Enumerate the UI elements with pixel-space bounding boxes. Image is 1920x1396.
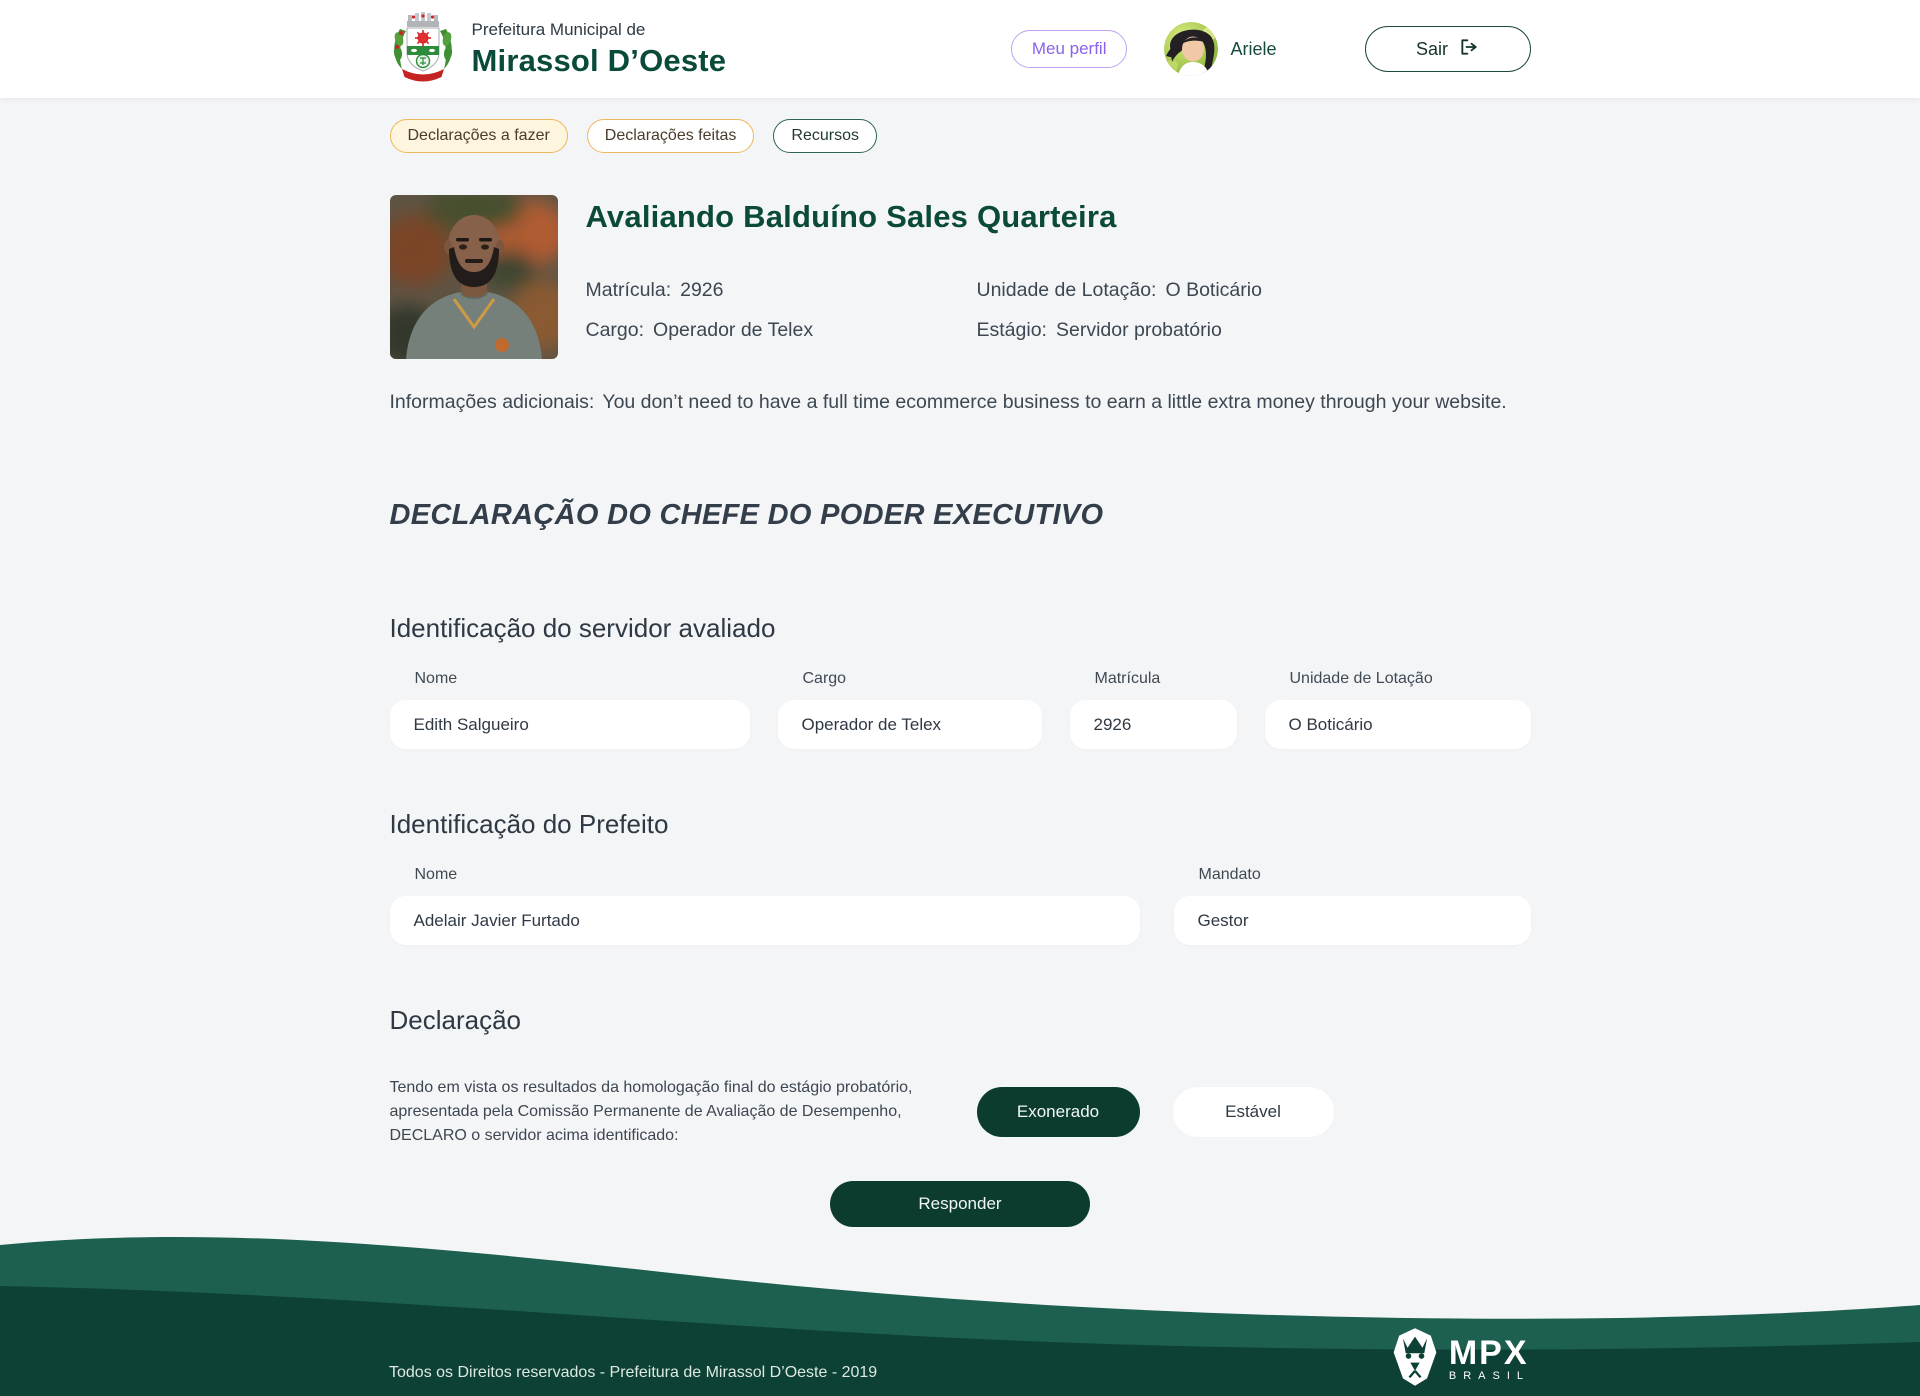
additional-info-value: You don’t need to have a full time ecommerce business to earn a little extra money through your website. [602, 391, 1507, 413]
logout-icon [1459, 37, 1479, 62]
unidade-value: O Boticário [1165, 279, 1262, 301]
mpx-lion-icon [1389, 1327, 1441, 1392]
responder-button[interactable]: Responder [830, 1181, 1090, 1227]
field-mandato-prefeito [1174, 866, 1531, 945]
cargo-servidor-input[interactable]: Operador de Telex [778, 700, 1042, 749]
org-subtitle: Prefeitura Municipal de [471, 19, 646, 39]
field-nome-servidor [390, 670, 750, 749]
logout-button-label: Sair [1415, 38, 1448, 59]
mpx-logo-subtext: BRASIL [1448, 1369, 1530, 1382]
field-label: Nome [414, 866, 458, 883]
detail-cargo [586, 319, 977, 342]
section-declaracao-heading: Declaração [389, 1005, 522, 1035]
user-name: Ariele [1230, 38, 1277, 59]
detail-estagio [977, 319, 1531, 342]
tab-declaracoes-a-fazer[interactable]: Declarações a fazer [390, 119, 568, 153]
user-avatar[interactable] [1164, 22, 1218, 76]
additional-info [390, 390, 1531, 415]
logout-button[interactable] [1365, 26, 1531, 72]
section-prefeito [390, 809, 1531, 945]
field-label: Mandato [1198, 866, 1261, 883]
section-servidor-heading: Identificação do servidor avaliado [389, 613, 776, 643]
mandato-prefeito-input[interactable]: Gestor [1174, 896, 1531, 945]
tab-bar [390, 119, 1531, 153]
page-title: Avaliando Balduíno Sales Quarteira [585, 199, 1117, 234]
org-title: Mirassol D’Oeste [471, 42, 727, 78]
detail-matricula [586, 279, 977, 302]
declaration-statement: Tendo em vista os resultados da homologação final do estágio probatório, apresentada pela Comissão Permanente de Avaliação de Desempenho, DECLARO o servidor acima identificado: [389, 1079, 913, 1144]
field-unidade-servidor [1265, 670, 1531, 749]
field-label: Matrícula [1094, 670, 1161, 687]
matricula-servidor-input[interactable]: 2926 [1070, 700, 1237, 749]
field-nome-prefeito [390, 866, 1140, 945]
copyright-text: Todos os Direitos reservados - Prefeitura de Mirassol D’Oeste - 2019 [389, 1364, 878, 1381]
tab-recursos[interactable]: Recursos [773, 119, 877, 153]
footer-wave-graphic [0, 1226, 1920, 1396]
estagio-label: Estágio: [976, 319, 1047, 341]
section-servidor [390, 613, 1531, 749]
mpx-brasil-logo [1389, 1327, 1530, 1392]
estavel-button[interactable]: Estável [1173, 1087, 1334, 1137]
tab-declaracoes-feitas[interactable]: Declarações feitas [587, 119, 755, 153]
servant-details [586, 279, 1531, 342]
field-label: Cargo [802, 670, 847, 687]
city-crest-logo [390, 5, 456, 94]
header [0, 0, 1920, 98]
section-declaracao [390, 1005, 1531, 1227]
unidade-label: Unidade de Lotação: [976, 279, 1157, 301]
nome-prefeito-input[interactable]: Adelair Javier Furtado [390, 896, 1140, 945]
additional-info-label: Informações adicionais: [389, 391, 595, 413]
cargo-value: Operador de Telex [653, 319, 814, 341]
servant-photo [390, 195, 558, 359]
field-label: Nome [414, 670, 458, 687]
brand [390, 5, 727, 94]
field-label: Unidade de Lotação [1289, 670, 1433, 687]
estagio-value: Servidor probatório [1055, 319, 1222, 341]
detail-unidade [977, 279, 1286, 302]
nome-servidor-input[interactable]: Edith Salgueiro [390, 700, 750, 749]
field-cargo-servidor [778, 670, 1042, 749]
unidade-servidor-input[interactable]: O Boticário [1265, 700, 1531, 749]
footer [0, 1226, 1920, 1396]
section-prefeito-heading: Identificação do Prefeito [389, 809, 669, 839]
mpx-logo-text: MPX [1448, 1333, 1529, 1372]
evaluated-profile [390, 195, 1531, 359]
declaration-main-heading: DECLARAÇÃO DO CHEFE DO PODER EXECUTIVO [389, 499, 1104, 531]
brand-titles [472, 20, 727, 79]
cargo-label: Cargo: [585, 319, 645, 341]
field-matricula-servidor [1070, 670, 1237, 749]
matricula-value: 2926 [680, 279, 724, 301]
matricula-label: Matrícula: [585, 279, 672, 301]
exonerado-button[interactable]: Exonerado [977, 1087, 1140, 1137]
my-profile-button[interactable]: Meu perfil [1011, 30, 1128, 68]
